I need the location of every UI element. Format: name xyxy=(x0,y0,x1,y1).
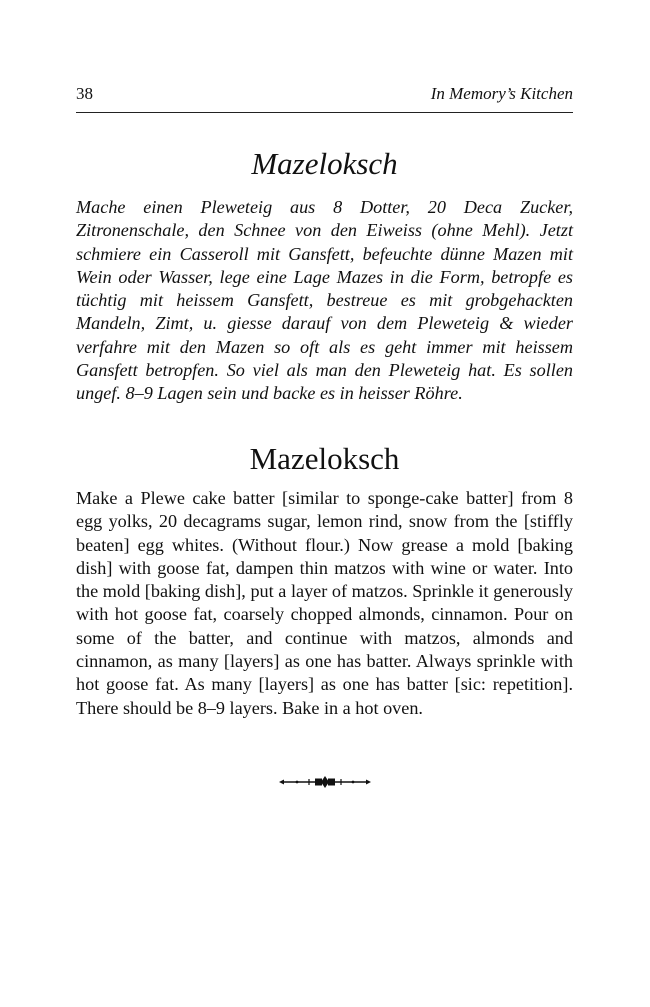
running-title: In Memory’s Kitchen xyxy=(430,84,573,103)
page-header xyxy=(76,84,573,113)
english-recipe-text: Make a Plewe cake batter [similar to sponge-cake batter] from 8 egg yolks, 20 decagrams sugar, lemon rind, snow from the [stiffly beaten] egg whites. (Without flour.) Now grease a mold [baking dish] with goose fat, dampen thin matzos with wine or water. Into the mold [baking dish], put a layer of matzos. Sprinkle it generously with hot goose fat, coarsely chopped almonds, cinnamon. Pour on some of the batter, and continue with matzos, almonds and cinnamon, as many [layers] as one has batter. Always sprinkle with hot goose fat. As many [layers] as one has batter [sic: repetition]. There should be 8–9 layers. Bake in a hot oven. xyxy=(76,488,573,718)
german-recipe-text: Mache einen Pleweteig aus 8 Dotter, 20 Deca Zucker, Zitronenschale, den Schnee von den Eiweiss (ohne Mehl). Jetzt schmiere ein Casseroll mit Gansfett, befeuchte dünne Mazen mit Wein oder Wasser, lege eine Lage Mazes in die Form, betropfe es tüchtig mit heissem Gansfett, bestreue es mit grobgehackten Mandeln, Zimt, u. giesse darauf von dem Pleweteig & wieder verfahre mit den Mazen so oft als es geht immer mit heissem Gansfett betropfen. So viel als man den Pleweteig hat. Es sollen ungef. 8–9 Lagen sein und backe es in heisser Röhre. xyxy=(76,197,573,404)
page-number: 38 xyxy=(76,84,93,103)
english-recipe-title: Mazeloksch xyxy=(249,441,400,476)
german-recipe-title: Mazeloksch xyxy=(251,146,398,181)
decorative-divider-icon xyxy=(277,775,373,789)
